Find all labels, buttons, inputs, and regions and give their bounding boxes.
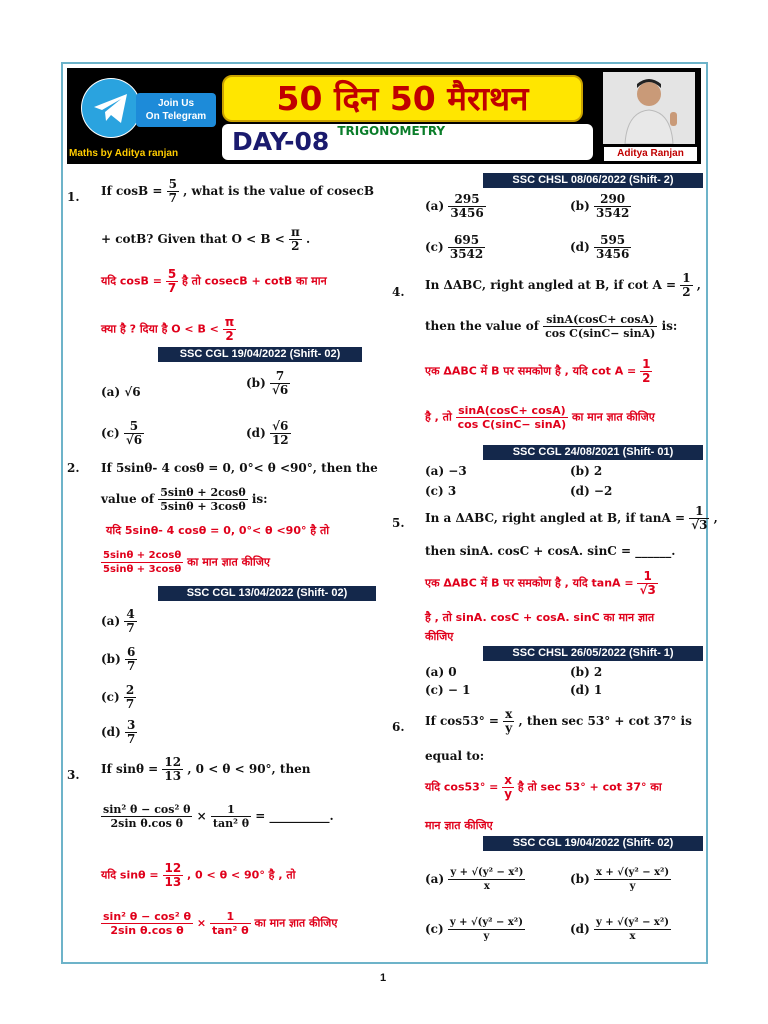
- qtop-a-fraction: [448, 193, 485, 220]
- q2-option-c[interactable]: [101, 684, 136, 711]
- q5-exam-tag: SSC CHSL 26/05/2022 (Shift- 1): [483, 646, 703, 661]
- q3-tan-den: tan² θ: [212, 817, 250, 830]
- qtop-c-label: (c): [425, 240, 444, 254]
- q4-hi-fraction: [640, 358, 652, 385]
- q2-a-den: 7: [126, 621, 135, 635]
- q3-hindi-line1: [101, 862, 295, 889]
- q6-a-fraction: [448, 866, 525, 893]
- day-topic-box: [222, 124, 593, 160]
- q4-expr-fraction: [543, 313, 657, 340]
- q6-hi-fraction: [502, 774, 514, 801]
- q1-hi1b: है तो cosecB + cotB का मान: [182, 274, 327, 288]
- q6-c-den: y: [483, 931, 490, 942]
- q4-option-b[interactable]: (b) 2: [570, 464, 603, 478]
- q4-hi1a: एक ΔABC में B पर समकोण है , यदि cot A =: [425, 364, 637, 378]
- qtop-c-den: 3542: [449, 247, 484, 261]
- qtop-option-c[interactable]: [425, 234, 485, 261]
- q1-fraction: [167, 178, 179, 205]
- q2-a-label: (a): [101, 614, 121, 628]
- q3-expression: [101, 803, 334, 830]
- q3-times: ×: [196, 809, 207, 823]
- q2-hindi-line2: [101, 549, 270, 576]
- q4-line1a: In ΔABC, right angled at B, if cot A =: [425, 278, 677, 292]
- q2-hi-den: 5sinθ + 3cosθ: [103, 564, 182, 575]
- q1-hi-pi-num: π: [224, 315, 235, 329]
- q4-hi-expr: [456, 404, 569, 431]
- q2-line2a: value of: [101, 492, 155, 506]
- q4-hi-den: 2: [642, 371, 651, 385]
- qtop-b-den: 3542: [595, 206, 630, 220]
- qtop-c-fraction: [448, 234, 485, 261]
- q3-expr-den: 2sin θ.cos θ: [110, 817, 183, 830]
- q6-d-label: (d): [570, 922, 590, 936]
- q5-hindi-line2: है , तो sinA. cosC + cosA. sinC का मान ज्ञात: [425, 611, 655, 624]
- qtop-a-num: 295: [448, 193, 485, 207]
- q3-hi2: का मान ज्ञात कीजिए: [254, 916, 338, 930]
- q5-line1a: In a ΔABC, right angled at B, if tanA =: [425, 511, 685, 525]
- q6-line1a: If cos53° =: [425, 714, 499, 728]
- q4-line1: [425, 272, 701, 299]
- q2-d-den: 7: [126, 732, 136, 746]
- q1-number: 1.: [67, 190, 80, 204]
- q4-line2b: is:: [661, 319, 678, 333]
- q4-exam-tag: SSC CGL 24/08/2021 (Shift- 01): [483, 445, 703, 460]
- page-number: 1: [380, 972, 387, 984]
- q2-d-label: (d): [101, 725, 121, 739]
- q2-b-fraction: [125, 646, 137, 673]
- q6-c-num: y + √(y² − x²): [449, 917, 523, 928]
- q6-a-label: (a): [425, 872, 445, 886]
- q3-hi-num: 12: [164, 861, 182, 875]
- q3-line1a: If sinθ =: [101, 762, 159, 776]
- q4-number: 4.: [392, 285, 405, 299]
- q4-hi-expr-den: cos C(sinC− sinA): [457, 418, 567, 431]
- q5-hi-den: √3: [639, 583, 656, 597]
- q1-hi1a: यदि cosB =: [101, 274, 162, 288]
- brand-left: Maths by Aditya ranjan: [69, 148, 179, 159]
- q2-line2b: is:: [251, 492, 268, 506]
- q1-hindi-line2: [101, 316, 236, 343]
- q1-hindi-line1: [101, 268, 327, 295]
- q1-hi-num: 5: [167, 267, 177, 281]
- brand-right: Aditya Ranjan: [604, 147, 697, 161]
- q1-exam-tag: SSC CGL 19/04/2022 (Shift- 02): [158, 347, 362, 362]
- q2-b-den: 7: [126, 659, 136, 673]
- qtop-d-num: 595: [594, 234, 631, 248]
- q1-a-value: √6: [124, 385, 141, 399]
- q4-num: 1: [682, 271, 691, 285]
- q1-c-den: √6: [125, 433, 143, 447]
- q3-tan-num: 1: [211, 803, 251, 817]
- q2-option-a[interactable]: [101, 608, 137, 635]
- q2-den: 5sinθ + 3cosθ: [160, 500, 246, 513]
- q1-hi-pi-fraction: [223, 316, 237, 343]
- q1-d-den: 12: [271, 433, 289, 447]
- qtop-d-label: (d): [570, 240, 590, 254]
- q6-line1: [425, 708, 692, 735]
- q2-num: 5sinθ + 2cosθ: [160, 486, 246, 499]
- q4-line2a: then the value of: [425, 319, 539, 333]
- q5-hi1a: एक ΔABC में B पर समकोण है , यदि tanA =: [425, 576, 634, 590]
- q6-option-c[interactable]: [425, 916, 525, 943]
- author-photo: [603, 72, 695, 144]
- q3-number: 3.: [67, 768, 80, 782]
- q1-hi2a: क्या है ? दिया है O < B <: [101, 322, 219, 336]
- q3-den: 13: [164, 769, 182, 783]
- q2-d-num: 3: [126, 718, 136, 732]
- q6-hindi-line1: [425, 774, 662, 801]
- q3-hi-expr-num: sin² θ − cos² θ: [103, 910, 192, 923]
- q5-hindi-line1: [425, 570, 658, 597]
- q3-hi-tan-den: tan² θ: [211, 924, 249, 937]
- q3-expr-fraction: [101, 803, 192, 830]
- q5-number: 5.: [392, 516, 405, 530]
- q4-hindi-line1: [425, 358, 652, 385]
- q1-option-a[interactable]: [101, 385, 141, 399]
- q3-line1: [101, 756, 311, 783]
- q1-b-num: 7: [270, 370, 290, 384]
- q1-pi-den: 2: [291, 239, 300, 253]
- q6-option-a[interactable]: [425, 866, 525, 893]
- q1-line2b: .: [305, 232, 311, 246]
- qtop-b-label: (b): [570, 199, 590, 213]
- q3-expr-num: sin² θ − cos² θ: [103, 803, 191, 816]
- q6-d-num: y + √(y² − x²): [595, 917, 669, 928]
- q1-line1a: If cosB =: [101, 184, 163, 198]
- q4-expr-num: sinA(cosC+ cosA): [543, 313, 657, 327]
- q1-a-label: (a): [101, 385, 121, 399]
- q4-line1b: ,: [696, 278, 701, 292]
- q2-d-fraction: [125, 719, 137, 746]
- q1-b-den: √6: [271, 383, 289, 397]
- qtop-a-label: (a): [425, 199, 445, 213]
- q6-den: y: [505, 721, 513, 735]
- q6-b-fraction: [594, 866, 671, 893]
- q5-line1b: ,: [713, 511, 718, 525]
- q1-pi-num: π: [290, 225, 300, 239]
- q1-line2: [101, 226, 310, 253]
- q4-option-a[interactable]: (a) −3: [425, 464, 467, 478]
- q2-fraction: [158, 486, 247, 513]
- q2-hi-fraction: [101, 549, 183, 576]
- qtop-b-fraction: [594, 193, 631, 220]
- q6-c-fraction: [448, 916, 525, 943]
- q6-num: x: [505, 707, 513, 721]
- q1-d-label: (d): [246, 426, 266, 440]
- q6-b-label: (b): [570, 872, 590, 886]
- q1-pi-fraction: [289, 226, 302, 253]
- q5-num: 1: [689, 505, 709, 519]
- q2-exam-tag: SSC CGL 13/04/2022 (Shift- 02): [158, 586, 376, 601]
- q3-hi-tan-num: 1: [210, 910, 251, 924]
- q4-expr-den: cos C(sinC− sinA): [545, 327, 656, 340]
- q2-option-b[interactable]: [101, 646, 137, 673]
- q1-d-fraction: [270, 420, 291, 447]
- topic-label: TRIGONOMETRY: [337, 124, 446, 138]
- q2-b-num: 6: [126, 645, 136, 659]
- q1-line1b: , what is the value of cosecB: [183, 184, 374, 198]
- q4-hi-num: 1: [642, 357, 651, 371]
- q6-number: 6.: [392, 720, 405, 734]
- q6-hi-num: x: [502, 774, 514, 788]
- q6-line2: equal to:: [425, 749, 485, 763]
- q1-c-label: (c): [101, 426, 120, 440]
- q2-c-num: 2: [125, 683, 135, 697]
- join-line2: On Telegram: [145, 111, 207, 122]
- q6-option-d[interactable]: [570, 916, 671, 943]
- qtop-exam-tag: SSC CHSL 08/06/2022 (Shift- 2): [483, 173, 703, 188]
- q6-hi1b: है तो sec 53° + cot 37° का: [517, 780, 662, 794]
- day-label: DAY-08: [232, 127, 330, 156]
- q3-num: 12: [164, 755, 182, 769]
- q6-d-fraction: [594, 916, 671, 943]
- q4-line2: [425, 313, 677, 340]
- q1-den: 7: [168, 191, 177, 205]
- q3-hi1b: , 0 < θ < 90° है , तो: [187, 868, 296, 882]
- join-line1: Join Us: [157, 98, 195, 109]
- q4-hi2b: का मान ज्ञात कीजिए: [572, 410, 655, 424]
- q2-c-fraction: [124, 684, 136, 711]
- q4-fraction: [680, 272, 692, 299]
- telegram-icon: [81, 78, 141, 138]
- marathon-title: 50 दिन 50 मैराथन: [222, 75, 583, 122]
- q3-hi-times: ×: [196, 916, 207, 930]
- q6-hi-den: y: [504, 787, 513, 801]
- q1-option-d[interactable]: [246, 420, 291, 447]
- q2-c-den: 7: [125, 697, 135, 711]
- q6-option-b[interactable]: [570, 866, 671, 893]
- q4-hi2a: है , तो: [425, 410, 452, 424]
- q5-option-a[interactable]: (a) 0: [425, 665, 457, 679]
- q4-option-c[interactable]: (c) 3: [425, 484, 457, 498]
- q5-option-b[interactable]: (b) 2: [570, 665, 603, 679]
- q3-tan-fraction: [211, 803, 251, 830]
- q1-option-c[interactable]: [101, 420, 144, 447]
- q5-hi-num: 1: [637, 570, 657, 584]
- q6-hi1a: यदि cos53° =: [425, 780, 499, 794]
- q6-c-label: (c): [425, 922, 444, 936]
- q1-num: 5: [168, 177, 177, 191]
- join-telegram-badge[interactable]: [136, 93, 216, 127]
- q5-fraction: [689, 505, 709, 532]
- q3-hi-fraction: [163, 862, 184, 889]
- q3-hindi-line2: [101, 910, 337, 937]
- q1-d-num: √6: [270, 420, 291, 434]
- q5-hi-fraction: [637, 570, 657, 597]
- q1-c-fraction: [124, 420, 144, 447]
- q5-hindi-line3: कीजिए: [425, 630, 454, 643]
- q1-line2a: + cotB? Given that O < B <: [101, 232, 285, 246]
- qtop-d-fraction: [594, 234, 631, 261]
- q2-hi-num: 5sinθ + 2cosθ: [103, 550, 182, 561]
- qtop-a-den: 3456: [450, 206, 484, 220]
- qtop-b-num: 290: [594, 193, 631, 207]
- q6-line1b: , then sec 53° + cot 37° is: [518, 714, 692, 728]
- q6-b-num: x + √(y² − x²): [595, 867, 670, 878]
- q2-option-d[interactable]: [101, 719, 137, 746]
- q4-hindi-line2: [425, 404, 655, 431]
- q1-hi-fraction: [166, 268, 178, 295]
- q1-b-label: (b): [246, 376, 266, 390]
- q2-hi2: का मान ज्ञात कीजिए: [187, 555, 270, 569]
- q5-option-d[interactable]: (d) 1: [570, 683, 603, 697]
- q1-c-num: 5: [124, 420, 144, 434]
- q5-line2: then sinA. cosC + cosA. sinC = ______.: [425, 544, 676, 558]
- q4-den: 2: [682, 285, 691, 299]
- q6-d-den: x: [629, 931, 636, 942]
- q1-b-fraction: [270, 370, 290, 397]
- q3-line1b: , 0 < θ < 90°, then: [187, 762, 311, 776]
- q5-den: √3: [691, 518, 708, 532]
- q3-hi-den: 13: [164, 875, 182, 889]
- q1-line1: [101, 178, 374, 205]
- q2-a-fraction: [124, 608, 136, 635]
- q4-hi-expr-num: sinA(cosC+ cosA): [456, 404, 569, 418]
- q3-equals: = __________.: [255, 809, 334, 823]
- qtop-c-num: 695: [448, 234, 485, 248]
- q5-line1: [425, 505, 718, 532]
- q6-a-den: x: [483, 881, 490, 892]
- q5-option-c[interactable]: (c) − 1: [425, 683, 471, 697]
- q2-number: 2.: [67, 461, 80, 475]
- q6-b-den: y: [629, 881, 636, 892]
- q1-option-b[interactable]: [246, 370, 290, 397]
- q6-a-num: y + √(y² − x²): [450, 867, 524, 878]
- q3-fraction: [162, 756, 183, 783]
- qtop-option-b[interactable]: [570, 193, 631, 220]
- q3-hi1a: यदि sinθ =: [101, 868, 159, 882]
- q2-hindi-line1: यदि 5sinθ- 4 cosθ = 0, 0°< θ <90° है तो: [106, 524, 330, 537]
- q3-hi-tan: [210, 910, 251, 937]
- q3-hi-expr: [101, 910, 193, 937]
- q2-line1: If 5sinθ- 4 cosθ = 0, 0°< θ <90°, then the: [101, 461, 378, 475]
- q6-hindi-line2: मान ज्ञात कीजिए: [425, 819, 493, 832]
- q3-hi-expr-den: 2sin θ.cos θ: [110, 924, 184, 937]
- q2-c-label: (c): [101, 690, 120, 704]
- qtop-option-a[interactable]: [425, 193, 486, 220]
- qtop-option-d[interactable]: [570, 234, 631, 261]
- q1-hi-den: 7: [167, 281, 177, 295]
- q2-a-num: 4: [126, 607, 135, 621]
- qtop-d-den: 3456: [595, 247, 630, 261]
- q6-fraction: [503, 708, 514, 735]
- q6-exam-tag: SSC CGL 19/04/2022 (Shift- 02): [483, 836, 703, 851]
- q4-option-d[interactable]: (d) −2: [570, 484, 613, 498]
- q2-b-label: (b): [101, 652, 121, 666]
- q1-hi-pi-den: 2: [225, 329, 234, 343]
- q2-line2: [101, 486, 268, 513]
